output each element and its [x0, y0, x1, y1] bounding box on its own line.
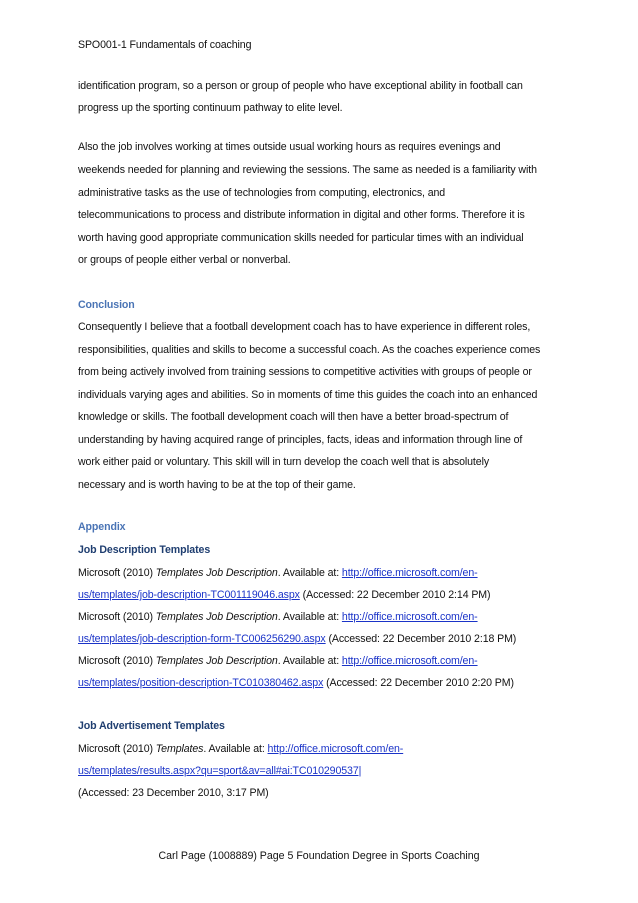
- reference-line: us/templates/job-description-form-TC006256290.aspx (Accessed: 22 December 2010 2:18 PM): [78, 633, 517, 645]
- reference-line: us/templates/job-description-TC001119046.aspx (Accessed: 22 December 2010 2:14 PM): [78, 589, 491, 601]
- body-line: identification program, so a person or group of people who have exceptional ability in football can: [78, 80, 523, 92]
- reference-link[interactable]: http://office.microsoft.com/en-: [341, 655, 478, 667]
- reference-line: us/templates/position-description-TC010380462.aspx (Accessed: 22 December 2010 2:20 PM): [78, 677, 514, 689]
- body-line: or groups of people either verbal or nonverbal.: [78, 254, 291, 266]
- job-advertisement-heading: Job Advertisement Templates: [78, 720, 225, 732]
- body-line: weekends needed for planning and reviewing the sessions. The same as needed is a familiarity with: [78, 164, 537, 176]
- reference-line: Microsoft (2010) Templates Job Description. Available at: http://office.microsoft.com/en-: [78, 611, 478, 623]
- reference-accessed: (Accessed: 23 December 2010, 3:17 PM): [78, 787, 269, 799]
- body-line: individuals varying ages and abilities. So in moments of time this guides the coach into an enhanced: [78, 389, 538, 401]
- appendix-heading: Appendix: [78, 521, 126, 533]
- reference-link[interactable]: http://office.microsoft.com/en-: [341, 611, 478, 623]
- body-line: from being actively involved from training sessions to competitive activities with groups of people or: [78, 366, 532, 378]
- job-description-heading: Job Description Templates: [78, 544, 211, 556]
- reference-link[interactable]: us/templates/job-description-form-TC006256290.aspx: [78, 633, 326, 645]
- body-line: Consequently I believe that a football development coach has to have experience in different roles,: [78, 321, 531, 333]
- reference-link[interactable]: us/templates/results.aspx?qu=sport&av=all#ai:TC010290537|: [78, 765, 362, 777]
- body-line: responsibilities, qualities and skills to become a successful coach. As the coaches experience comes: [78, 344, 541, 356]
- body-line: telecommunications to process and distribute information in digital and other forms. Therefore it is: [78, 209, 525, 221]
- reference-link[interactable]: us/templates/position-description-TC010380462.aspx: [78, 677, 324, 689]
- reference-line: Microsoft (2010) Templates Job Description. Available at: http://office.microsoft.com/en-: [78, 567, 478, 579]
- reference-line: [78, 764, 361, 778]
- body-line: understanding by having acquired range of principles, facts, ideas and information through line of: [78, 434, 523, 446]
- page-header: SPO001-1 Fundamentals of coaching: [78, 39, 252, 51]
- reference-link[interactable]: http://office.microsoft.com/en-: [267, 743, 404, 755]
- reference-link[interactable]: http://office.microsoft.com/en-: [341, 567, 478, 579]
- reference-line: Microsoft (2010) Templates. Available at: http://office.microsoft.com/en-: [78, 743, 404, 755]
- reference-link[interactable]: us/templates/job-description-TC001119046.aspx: [78, 589, 300, 601]
- reference-line: Microsoft (2010) Templates Job Description. Available at: http://office.microsoft.com/en-: [78, 655, 478, 667]
- body-line: knowledge or skills. The football development coach will then have a better broad-spectrum of: [78, 411, 509, 423]
- body-line: Also the job involves working at times outside usual working hours as requires evenings and: [78, 141, 501, 153]
- body-line: worth having good appropriate communication skills needed for particular times with an individual: [78, 232, 524, 244]
- body-line: necessary and is worth having to be at the top of their game.: [78, 479, 356, 491]
- body-line: administrative tasks as the use of technologies from computing, electronics, and: [78, 187, 446, 199]
- page-footer: [0, 849, 638, 863]
- body-line: progress up the sporting continuum pathway to elite level.: [78, 102, 343, 114]
- body-line: work either paid or voluntary. This skill will in turn develop the coach well that is absolutely: [78, 456, 490, 468]
- footer-text: Carl Page (1008889) Page 5 Foundation Degree in Sports Coaching: [158, 850, 480, 862]
- conclusion-heading: Conclusion: [78, 299, 135, 311]
